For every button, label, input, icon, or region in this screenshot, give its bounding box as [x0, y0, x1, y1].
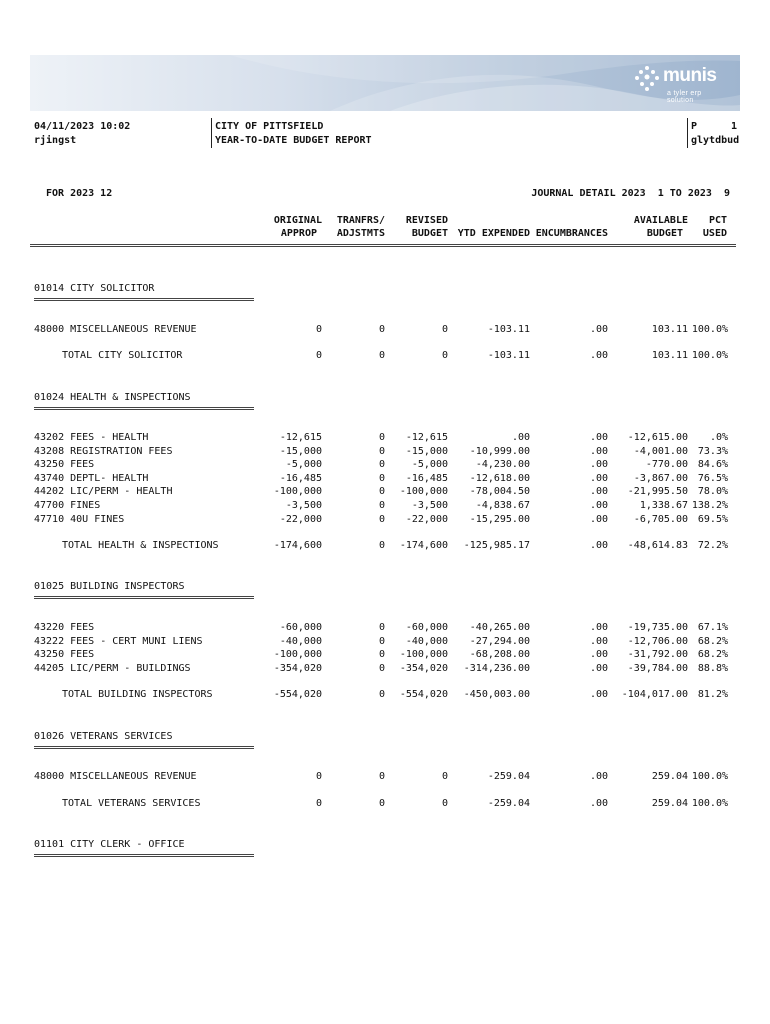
- report-banner: [30, 55, 740, 111]
- total-available-budget: 103.11: [651, 350, 688, 361]
- section-total-label: TOTAL BUILDING INSPECTORS: [62, 689, 213, 700]
- cell-tranfrs-adjstmts: 0: [378, 432, 385, 443]
- total-available-budget: -104,017.00: [621, 689, 688, 700]
- report-user: rjingst: [34, 135, 77, 146]
- cell-original-approp: -16,485: [279, 472, 322, 484]
- cell-ytd-expended: -40,265.00: [469, 622, 530, 633]
- org-name: CITY OF PITTSFIELD: [215, 121, 324, 132]
- cell-ytd-expended: -27,294.00: [469, 635, 530, 647]
- cell-tranfrs-adjstmts: 0: [378, 459, 385, 471]
- cell-available-budget: -12,615.00: [627, 432, 688, 443]
- header-divider-left: [211, 118, 212, 148]
- col-revised-budget-2: BUDGET: [411, 228, 448, 239]
- header-separator: [30, 244, 736, 247]
- cell-ytd-expended: -259.04: [487, 771, 530, 782]
- total-encumbrances: .00: [589, 350, 608, 361]
- logo-text: munis: [663, 65, 717, 86]
- cell-available-budget: 1,338.67: [639, 500, 688, 511]
- cell-encumbrances: .00: [589, 324, 608, 335]
- cell-pct-used: 100.0%: [691, 324, 728, 335]
- cell-pct-used: 78.0%: [697, 486, 728, 498]
- cell-tranfrs-adjstmts: 0: [378, 472, 385, 484]
- cell-available-budget: 103.11: [651, 324, 688, 335]
- col-original-appropriation-1: ORIGINAL: [273, 215, 322, 226]
- total-pct-used: 81.2%: [697, 689, 728, 700]
- cell-pct-used: 138.2%: [691, 500, 728, 511]
- cell-ytd-expended: -4,838.67: [475, 500, 530, 511]
- page-number: 1: [730, 121, 737, 132]
- cell-ytd-expended: -15,295.00: [469, 513, 530, 525]
- cell-tranfrs-adjstmts: 0: [378, 635, 385, 647]
- cell-tranfrs-adjstmts: 0: [378, 771, 385, 782]
- row-account: 43740 DEPTL- HEALTH: [34, 472, 149, 484]
- col-available-budget-2: BUDGET: [646, 228, 683, 239]
- section-total-label: TOTAL CITY SOLICITOR: [62, 350, 183, 361]
- cell-ytd-expended: .00: [511, 432, 530, 443]
- cell-ytd-expended: -4,230.00: [475, 459, 530, 471]
- row-account: 48000 MISCELLANEOUS REVENUE: [34, 324, 197, 335]
- cell-original-approp: -5,000: [285, 459, 322, 471]
- row-account: 47700 FINES: [34, 500, 101, 511]
- cell-tranfrs-adjstmts: 0: [378, 662, 385, 674]
- munis-logo-icon: [633, 65, 661, 93]
- total-encumbrances: .00: [589, 540, 608, 551]
- total-pct-used: 100.0%: [691, 798, 728, 809]
- cell-original-approp: -3,500: [285, 500, 322, 511]
- cell-revised-budget: 0: [441, 324, 448, 335]
- cell-pct-used: 84.6%: [697, 459, 728, 471]
- cell-encumbrances: .00: [589, 445, 608, 457]
- row-account: 43222 FEES - CERT MUNI LIENS: [34, 635, 203, 647]
- cell-original-approp: -100,000: [273, 649, 322, 661]
- cell-available-budget: -3,867.00: [633, 472, 688, 484]
- cell-ytd-expended: -103.11: [487, 324, 530, 335]
- cell-revised-budget: -100,000: [399, 486, 448, 498]
- cell-revised-budget: -354,020: [399, 662, 448, 674]
- col-encumbrances: ENCUMBRANCES: [535, 228, 608, 239]
- cell-original-approp: 0: [315, 771, 322, 782]
- cell-encumbrances: .00: [589, 472, 608, 484]
- total-ytd-expended: -125,985.17: [463, 540, 530, 551]
- cell-available-budget: -6,705.00: [633, 513, 688, 525]
- total-ytd-expended: -103.11: [487, 350, 530, 361]
- cell-encumbrances: .00: [589, 662, 608, 674]
- section-title-underline: [34, 596, 254, 599]
- cell-encumbrances: .00: [589, 513, 608, 525]
- total-available-budget: 259.04: [651, 798, 688, 809]
- report-datetime: 04/11/2023 10:02: [34, 121, 131, 132]
- cell-revised-budget: -40,000: [405, 635, 448, 647]
- col-pct-used-2: USED: [702, 228, 727, 239]
- cell-available-budget: -39,784.00: [627, 662, 688, 674]
- total-revised-budget: 0: [441, 350, 448, 361]
- cell-original-approp: 0: [315, 324, 322, 335]
- section-title-underline: [34, 298, 254, 301]
- row-account: 44202 LIC/PERM - HEALTH: [34, 486, 173, 498]
- cell-pct-used: 69.5%: [697, 513, 728, 525]
- cell-original-approp: -354,020: [273, 662, 322, 674]
- cell-pct-used: 68.2%: [697, 649, 728, 661]
- cell-revised-budget: -100,000: [399, 649, 448, 661]
- cell-original-approp: -60,000: [279, 622, 322, 633]
- cell-revised-budget: -3,500: [411, 500, 448, 511]
- cell-pct-used: 100.0%: [691, 771, 728, 782]
- cell-revised-budget: -15,000: [405, 445, 448, 457]
- cell-encumbrances: .00: [589, 500, 608, 511]
- total-available-budget: -48,614.83: [627, 540, 688, 551]
- total-revised-budget: -554,020: [399, 689, 448, 700]
- row-account: 43220 FEES: [34, 622, 95, 633]
- section-title: 01014 CITY SOLICITOR: [34, 283, 155, 294]
- report-code: glytdbud: [691, 135, 740, 146]
- section-title-underline: [34, 746, 254, 749]
- cell-revised-budget: -22,000: [405, 513, 448, 525]
- row-account: 43250 FEES: [34, 649, 95, 661]
- section-title: 01026 VETERANS SERVICES: [34, 731, 173, 742]
- cell-ytd-expended: -68,208.00: [469, 649, 530, 661]
- cell-revised-budget: 0: [441, 771, 448, 782]
- total-revised-budget: -174,600: [399, 540, 448, 551]
- cell-encumbrances: .00: [589, 486, 608, 498]
- col-revised-budget-1: REVISED: [405, 215, 448, 226]
- col-pct-used-1: PCT: [708, 215, 727, 226]
- section-title-underline: [34, 407, 254, 410]
- section-title-underline: [34, 854, 254, 857]
- total-pct-used: 72.2%: [697, 540, 728, 551]
- cell-available-budget: -19,735.00: [627, 622, 688, 633]
- total-original-approp: -174,600: [273, 540, 322, 551]
- row-account: 43250 FEES: [34, 459, 95, 471]
- cell-encumbrances: .00: [589, 635, 608, 647]
- cell-revised-budget: -5,000: [411, 459, 448, 471]
- cell-available-budget: 259.04: [651, 771, 688, 782]
- total-encumbrances: .00: [589, 689, 608, 700]
- cell-tranfrs-adjstmts: 0: [378, 486, 385, 498]
- report-title: YEAR-TO-DATE BUDGET REPORT: [215, 135, 372, 146]
- cell-available-budget: -4,001.00: [633, 445, 688, 457]
- section-title: 01024 HEALTH & INSPECTIONS: [34, 392, 191, 403]
- cell-available-budget: -21,995.50: [627, 486, 688, 498]
- col-transfers-2: ADJSTMTS: [336, 228, 385, 239]
- cell-tranfrs-adjstmts: 0: [378, 445, 385, 457]
- cell-revised-budget: -16,485: [405, 472, 448, 484]
- fiscal-period: FOR 2023 12: [46, 188, 113, 199]
- cell-pct-used: 88.8%: [697, 662, 728, 674]
- munis-logo: [633, 63, 728, 103]
- row-account: 43202 FEES - HEALTH: [34, 432, 149, 443]
- col-transfers-1: TRANFRS/: [336, 215, 385, 226]
- cell-encumbrances: .00: [589, 649, 608, 661]
- logo-subtitle: a tyler erp solution: [667, 90, 702, 104]
- row-account: 48000 MISCELLANEOUS REVENUE: [34, 771, 197, 782]
- header-divider-right: [687, 118, 688, 148]
- row-account: 43208 REGISTRATION FEES: [34, 445, 173, 457]
- cell-tranfrs-adjstmts: 0: [378, 622, 385, 633]
- cell-tranfrs-adjstmts: 0: [378, 649, 385, 661]
- cell-pct-used: 68.2%: [697, 635, 728, 647]
- cell-available-budget: -31,792.00: [627, 649, 688, 661]
- section-title: 01025 BUILDING INSPECTORS: [34, 581, 185, 592]
- col-available-budget-1: AVAILABLE: [633, 215, 688, 226]
- cell-ytd-expended: -10,999.00: [469, 445, 530, 457]
- cell-tranfrs-adjstmts: 0: [378, 513, 385, 525]
- cell-revised-budget: -60,000: [405, 622, 448, 633]
- journal-detail: JOURNAL DETAIL 2023 1 TO 2023 9: [531, 188, 730, 199]
- cell-pct-used: .0%: [709, 432, 728, 443]
- col-original-appropriation-2: APPROP: [280, 228, 317, 239]
- row-account: 47710 40U FINES: [34, 513, 125, 525]
- cell-original-approp: -22,000: [279, 513, 322, 525]
- cell-revised-budget: -12,615: [405, 432, 448, 443]
- cell-encumbrances: .00: [589, 622, 608, 633]
- total-pct-used: 100.0%: [691, 350, 728, 361]
- cell-ytd-expended: -12,618.00: [469, 472, 530, 484]
- cell-ytd-expended: -78,004.50: [469, 486, 530, 498]
- row-account: 44205 LIC/PERM - BUILDINGS: [34, 662, 191, 674]
- total-ytd-expended: -450,003.00: [463, 689, 530, 700]
- cell-encumbrances: .00: [589, 771, 608, 782]
- section-total-label: TOTAL VETERANS SERVICES: [62, 798, 201, 809]
- total-tranfrs-adjstmts: 0: [378, 798, 385, 809]
- total-revised-budget: 0: [441, 798, 448, 809]
- section-title: 01101 CITY CLERK - OFFICE: [34, 839, 185, 850]
- total-original-approp: 0: [315, 350, 322, 361]
- cell-available-budget: -12,706.00: [627, 635, 688, 647]
- total-tranfrs-adjstmts: 0: [378, 350, 385, 361]
- total-tranfrs-adjstmts: 0: [378, 540, 385, 551]
- total-ytd-expended: -259.04: [487, 798, 530, 809]
- total-tranfrs-adjstmts: 0: [378, 689, 385, 700]
- cell-original-approp: -100,000: [273, 486, 322, 498]
- cell-ytd-expended: -314,236.00: [463, 662, 530, 674]
- cell-tranfrs-adjstmts: 0: [378, 500, 385, 511]
- cell-tranfrs-adjstmts: 0: [378, 324, 385, 335]
- cell-pct-used: 76.5%: [697, 472, 728, 484]
- total-original-approp: -554,020: [273, 689, 322, 700]
- cell-original-approp: -15,000: [279, 445, 322, 457]
- col-ytd-expended: YTD EXPENDED: [457, 228, 530, 239]
- cell-original-approp: -12,615: [279, 432, 322, 443]
- total-original-approp: 0: [315, 798, 322, 809]
- cell-encumbrances: .00: [589, 432, 608, 443]
- total-encumbrances: .00: [589, 798, 608, 809]
- cell-pct-used: 73.3%: [697, 445, 728, 457]
- cell-original-approp: -40,000: [279, 635, 322, 647]
- page-label: P: [691, 121, 698, 132]
- cell-encumbrances: .00: [589, 459, 608, 471]
- section-total-label: TOTAL HEALTH & INSPECTIONS: [62, 540, 219, 551]
- cell-available-budget: -770.00: [645, 459, 688, 471]
- cell-pct-used: 67.1%: [697, 622, 728, 633]
